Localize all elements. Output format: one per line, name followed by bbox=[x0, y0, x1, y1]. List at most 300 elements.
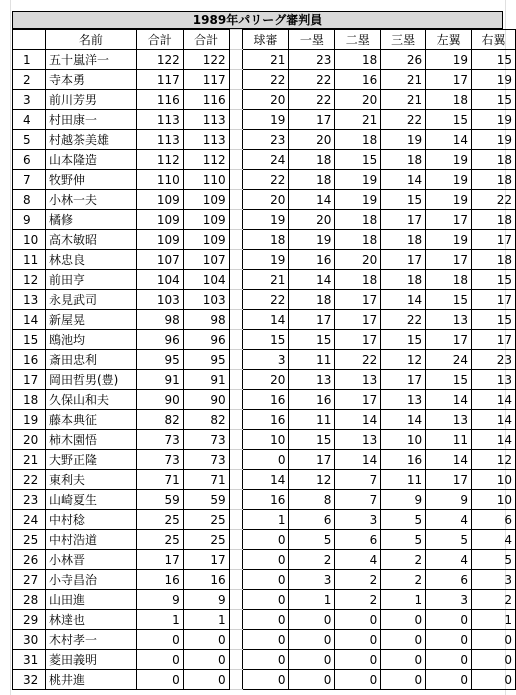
position-cell[interactable]: 19 bbox=[426, 150, 472, 170]
total-cell[interactable]: 107 bbox=[136, 250, 183, 270]
position-cell[interactable]: 18 bbox=[472, 170, 516, 190]
position-cell[interactable]: 22 bbox=[242, 290, 289, 310]
name-cell[interactable]: 小寺昌治 bbox=[45, 570, 136, 590]
position-cell[interactable]: 4 bbox=[426, 510, 472, 530]
total-cell[interactable]: 71 bbox=[183, 470, 229, 490]
total-cell[interactable]: 25 bbox=[136, 530, 183, 550]
header-cell[interactable] bbox=[229, 30, 242, 50]
position-cell[interactable]: 18 bbox=[289, 150, 335, 170]
position-cell[interactable]: 15 bbox=[472, 270, 516, 290]
rank-cell[interactable]: 28 bbox=[13, 590, 46, 610]
spacer-cell[interactable] bbox=[229, 90, 242, 110]
total-cell[interactable]: 110 bbox=[136, 170, 183, 190]
total-cell[interactable]: 96 bbox=[183, 330, 229, 350]
rank-cell[interactable]: 18 bbox=[13, 390, 46, 410]
position-cell[interactable]: 15 bbox=[289, 330, 335, 350]
position-cell[interactable]: 0 bbox=[426, 670, 472, 690]
position-cell[interactable]: 17 bbox=[335, 310, 381, 330]
total-cell[interactable]: 82 bbox=[136, 410, 183, 430]
position-cell[interactable]: 17 bbox=[289, 450, 335, 470]
position-cell[interactable]: 15 bbox=[426, 370, 472, 390]
spacer-cell[interactable] bbox=[229, 470, 242, 490]
total-cell[interactable]: 25 bbox=[183, 510, 229, 530]
position-cell[interactable]: 22 bbox=[472, 190, 516, 210]
rank-cell[interactable]: 10 bbox=[13, 230, 46, 250]
position-cell[interactable]: 13 bbox=[381, 390, 426, 410]
spacer-cell[interactable] bbox=[229, 210, 242, 230]
position-cell[interactable]: 18 bbox=[242, 230, 289, 250]
total-cell[interactable]: 109 bbox=[136, 230, 183, 250]
name-cell[interactable]: 鴎池均 bbox=[45, 330, 136, 350]
rank-cell[interactable]: 13 bbox=[13, 290, 46, 310]
position-cell[interactable]: 14 bbox=[242, 310, 289, 330]
position-cell[interactable]: 17 bbox=[472, 230, 516, 250]
position-cell[interactable]: 18 bbox=[289, 290, 335, 310]
total-cell[interactable]: 73 bbox=[136, 430, 183, 450]
position-cell[interactable]: 21 bbox=[242, 50, 289, 70]
position-cell[interactable]: 0 bbox=[335, 650, 381, 670]
position-cell[interactable]: 19 bbox=[472, 70, 516, 90]
spacer-cell[interactable] bbox=[229, 230, 242, 250]
position-cell[interactable]: 18 bbox=[335, 130, 381, 150]
total-cell[interactable]: 98 bbox=[136, 310, 183, 330]
position-cell[interactable]: 0 bbox=[242, 590, 289, 610]
position-cell[interactable]: 19 bbox=[426, 230, 472, 250]
rank-cell[interactable]: 7 bbox=[13, 170, 46, 190]
position-cell[interactable]: 16 bbox=[289, 250, 335, 270]
rank-cell[interactable]: 6 bbox=[13, 150, 46, 170]
position-cell[interactable]: 10 bbox=[472, 490, 516, 510]
position-cell[interactable]: 11 bbox=[289, 410, 335, 430]
spacer-cell[interactable] bbox=[229, 450, 242, 470]
position-cell[interactable]: 19 bbox=[426, 170, 472, 190]
total-cell[interactable]: 9 bbox=[183, 590, 229, 610]
position-cell[interactable]: 19 bbox=[472, 110, 516, 130]
name-cell[interactable]: 岡田哲男(豊) bbox=[45, 370, 136, 390]
spacer-cell[interactable] bbox=[229, 110, 242, 130]
name-cell[interactable]: 大野正隆 bbox=[45, 450, 136, 470]
total-cell[interactable]: 1 bbox=[136, 610, 183, 630]
position-cell[interactable]: 17 bbox=[335, 390, 381, 410]
position-cell[interactable]: 14 bbox=[381, 290, 426, 310]
spacer-cell[interactable] bbox=[229, 650, 242, 670]
total-cell[interactable]: 113 bbox=[136, 130, 183, 150]
position-cell[interactable]: 14 bbox=[381, 170, 426, 190]
name-cell[interactable]: 東利夫 bbox=[45, 470, 136, 490]
position-cell[interactable]: 13 bbox=[426, 410, 472, 430]
total-cell[interactable]: 103 bbox=[136, 290, 183, 310]
header-cell[interactable]: 右翼 bbox=[472, 30, 516, 50]
position-cell[interactable]: 18 bbox=[426, 90, 472, 110]
position-cell[interactable]: 5 bbox=[289, 530, 335, 550]
position-cell[interactable]: 3 bbox=[472, 570, 516, 590]
position-cell[interactable]: 19 bbox=[426, 50, 472, 70]
position-cell[interactable]: 21 bbox=[335, 110, 381, 130]
position-cell[interactable]: 17 bbox=[381, 370, 426, 390]
position-cell[interactable]: 17 bbox=[335, 330, 381, 350]
total-cell[interactable]: 113 bbox=[183, 130, 229, 150]
position-cell[interactable]: 9 bbox=[381, 490, 426, 510]
position-cell[interactable]: 0 bbox=[242, 650, 289, 670]
name-cell[interactable]: 柿木園悟 bbox=[45, 430, 136, 450]
total-cell[interactable]: 107 bbox=[183, 250, 229, 270]
spacer-cell[interactable] bbox=[229, 530, 242, 550]
position-cell[interactable]: 0 bbox=[289, 670, 335, 690]
position-cell[interactable]: 12 bbox=[289, 470, 335, 490]
position-cell[interactable]: 0 bbox=[242, 630, 289, 650]
position-cell[interactable]: 22 bbox=[242, 170, 289, 190]
total-cell[interactable]: 59 bbox=[136, 490, 183, 510]
position-cell[interactable]: 15 bbox=[426, 110, 472, 130]
total-cell[interactable]: 122 bbox=[183, 50, 229, 70]
name-cell[interactable]: 永見武司 bbox=[45, 290, 136, 310]
position-cell[interactable]: 19 bbox=[472, 130, 516, 150]
position-cell[interactable]: 16 bbox=[335, 70, 381, 90]
position-cell[interactable]: 13 bbox=[289, 370, 335, 390]
rank-cell[interactable]: 15 bbox=[13, 330, 46, 350]
position-cell[interactable]: 0 bbox=[381, 610, 426, 630]
position-cell[interactable]: 19 bbox=[242, 210, 289, 230]
position-cell[interactable]: 0 bbox=[242, 550, 289, 570]
rank-cell[interactable]: 27 bbox=[13, 570, 46, 590]
position-cell[interactable]: 19 bbox=[381, 130, 426, 150]
position-cell[interactable]: 18 bbox=[289, 170, 335, 190]
name-cell[interactable]: 林達也 bbox=[45, 610, 136, 630]
spacer-cell[interactable] bbox=[229, 390, 242, 410]
position-cell[interactable]: 19 bbox=[242, 250, 289, 270]
header-cell[interactable]: 二塁 bbox=[335, 30, 381, 50]
position-cell[interactable]: 20 bbox=[335, 90, 381, 110]
total-cell[interactable]: 25 bbox=[183, 530, 229, 550]
rank-cell[interactable]: 5 bbox=[13, 130, 46, 150]
position-cell[interactable]: 0 bbox=[472, 670, 516, 690]
position-cell[interactable]: 18 bbox=[381, 150, 426, 170]
position-cell[interactable]: 0 bbox=[335, 670, 381, 690]
rank-cell[interactable]: 23 bbox=[13, 490, 46, 510]
position-cell[interactable]: 20 bbox=[242, 370, 289, 390]
position-cell[interactable]: 0 bbox=[381, 630, 426, 650]
position-cell[interactable]: 14 bbox=[472, 390, 516, 410]
position-cell[interactable]: 18 bbox=[381, 270, 426, 290]
spacer-cell[interactable] bbox=[229, 290, 242, 310]
total-cell[interactable]: 98 bbox=[183, 310, 229, 330]
position-cell[interactable]: 0 bbox=[426, 610, 472, 630]
position-cell[interactable]: 14 bbox=[289, 270, 335, 290]
position-cell[interactable]: 24 bbox=[242, 150, 289, 170]
position-cell[interactable]: 0 bbox=[381, 670, 426, 690]
position-cell[interactable]: 0 bbox=[426, 630, 472, 650]
position-cell[interactable]: 5 bbox=[426, 530, 472, 550]
spacer-cell[interactable] bbox=[229, 270, 242, 290]
position-cell[interactable]: 0 bbox=[472, 650, 516, 670]
rank-cell[interactable]: 12 bbox=[13, 270, 46, 290]
total-cell[interactable]: 109 bbox=[136, 210, 183, 230]
total-cell[interactable]: 0 bbox=[183, 670, 229, 690]
position-cell[interactable]: 12 bbox=[381, 350, 426, 370]
position-cell[interactable]: 17 bbox=[472, 330, 516, 350]
position-cell[interactable]: 2 bbox=[472, 590, 516, 610]
position-cell[interactable]: 21 bbox=[381, 90, 426, 110]
name-cell[interactable]: 新屋晃 bbox=[45, 310, 136, 330]
total-cell[interactable]: 109 bbox=[183, 190, 229, 210]
total-cell[interactable]: 112 bbox=[183, 150, 229, 170]
total-cell[interactable]: 117 bbox=[136, 70, 183, 90]
position-cell[interactable]: 18 bbox=[335, 50, 381, 70]
total-cell[interactable]: 73 bbox=[183, 430, 229, 450]
position-cell[interactable]: 15 bbox=[242, 330, 289, 350]
total-cell[interactable]: 25 bbox=[136, 510, 183, 530]
position-cell[interactable]: 10 bbox=[472, 470, 516, 490]
position-cell[interactable]: 13 bbox=[426, 310, 472, 330]
position-cell[interactable]: 0 bbox=[472, 630, 516, 650]
position-cell[interactable]: 23 bbox=[472, 350, 516, 370]
spacer-cell[interactable] bbox=[229, 610, 242, 630]
total-cell[interactable]: 9 bbox=[136, 590, 183, 610]
rank-cell[interactable]: 31 bbox=[13, 650, 46, 670]
total-cell[interactable]: 117 bbox=[183, 70, 229, 90]
position-cell[interactable]: 22 bbox=[242, 70, 289, 90]
position-cell[interactable]: 14 bbox=[426, 450, 472, 470]
position-cell[interactable]: 15 bbox=[335, 150, 381, 170]
rank-cell[interactable]: 8 bbox=[13, 190, 46, 210]
rank-cell[interactable]: 20 bbox=[13, 430, 46, 450]
name-cell[interactable]: 前田亨 bbox=[45, 270, 136, 290]
position-cell[interactable]: 18 bbox=[426, 270, 472, 290]
position-cell[interactable]: 20 bbox=[242, 190, 289, 210]
position-cell[interactable]: 12 bbox=[472, 450, 516, 470]
position-cell[interactable]: 0 bbox=[242, 610, 289, 630]
position-cell[interactable]: 20 bbox=[289, 130, 335, 150]
position-cell[interactable]: 7 bbox=[335, 470, 381, 490]
position-cell[interactable]: 15 bbox=[289, 430, 335, 450]
position-cell[interactable]: 11 bbox=[289, 350, 335, 370]
header-cell[interactable]: 合計 bbox=[136, 30, 183, 50]
rank-cell[interactable]: 3 bbox=[13, 90, 46, 110]
position-cell[interactable]: 17 bbox=[289, 110, 335, 130]
name-cell[interactable]: 小林一夫 bbox=[45, 190, 136, 210]
position-cell[interactable]: 17 bbox=[426, 330, 472, 350]
rank-cell[interactable]: 32 bbox=[13, 670, 46, 690]
position-cell[interactable]: 11 bbox=[426, 430, 472, 450]
total-cell[interactable]: 113 bbox=[136, 110, 183, 130]
position-cell[interactable]: 6 bbox=[426, 570, 472, 590]
position-cell[interactable]: 4 bbox=[335, 550, 381, 570]
position-cell[interactable]: 18 bbox=[472, 150, 516, 170]
position-cell[interactable]: 18 bbox=[381, 230, 426, 250]
total-cell[interactable]: 0 bbox=[136, 650, 183, 670]
position-cell[interactable]: 23 bbox=[242, 130, 289, 150]
name-cell[interactable]: 桃井進 bbox=[45, 670, 136, 690]
position-cell[interactable]: 2 bbox=[335, 590, 381, 610]
position-cell[interactable]: 3 bbox=[242, 350, 289, 370]
spacer-cell[interactable] bbox=[229, 50, 242, 70]
name-cell[interactable]: 林忠良 bbox=[45, 250, 136, 270]
position-cell[interactable]: 6 bbox=[472, 510, 516, 530]
position-cell[interactable]: 0 bbox=[426, 650, 472, 670]
position-cell[interactable]: 3 bbox=[335, 510, 381, 530]
spacer-cell[interactable] bbox=[229, 250, 242, 270]
spacer-cell[interactable] bbox=[229, 510, 242, 530]
name-cell[interactable]: 斎田忠利 bbox=[45, 350, 136, 370]
spacer-cell[interactable] bbox=[229, 670, 242, 690]
position-cell[interactable]: 14 bbox=[426, 130, 472, 150]
position-cell[interactable]: 0 bbox=[242, 570, 289, 590]
name-cell[interactable]: 山田進 bbox=[45, 590, 136, 610]
name-cell[interactable]: 寺本勇 bbox=[45, 70, 136, 90]
header-cell[interactable] bbox=[13, 30, 46, 50]
position-cell[interactable]: 14 bbox=[426, 390, 472, 410]
name-cell[interactable]: 山本隆造 bbox=[45, 150, 136, 170]
rank-cell[interactable]: 14 bbox=[13, 310, 46, 330]
spacer-cell[interactable] bbox=[229, 430, 242, 450]
position-cell[interactable]: 19 bbox=[289, 230, 335, 250]
position-cell[interactable]: 0 bbox=[242, 450, 289, 470]
position-cell[interactable]: 0 bbox=[289, 610, 335, 630]
position-cell[interactable]: 13 bbox=[472, 370, 516, 390]
total-cell[interactable]: 0 bbox=[183, 650, 229, 670]
position-cell[interactable]: 3 bbox=[426, 590, 472, 610]
name-cell[interactable]: 藤本典征 bbox=[45, 410, 136, 430]
position-cell[interactable]: 6 bbox=[289, 510, 335, 530]
rank-cell[interactable]: 22 bbox=[13, 470, 46, 490]
rank-cell[interactable]: 29 bbox=[13, 610, 46, 630]
name-cell[interactable]: 中村稔 bbox=[45, 510, 136, 530]
position-cell[interactable]: 7 bbox=[335, 490, 381, 510]
name-cell[interactable]: 村越茶美雄 bbox=[45, 130, 136, 150]
rank-cell[interactable]: 1 bbox=[13, 50, 46, 70]
position-cell[interactable]: 5 bbox=[381, 530, 426, 550]
position-cell[interactable]: 9 bbox=[426, 490, 472, 510]
position-cell[interactable]: 22 bbox=[289, 70, 335, 90]
total-cell[interactable]: 122 bbox=[136, 50, 183, 70]
position-cell[interactable]: 19 bbox=[335, 170, 381, 190]
position-cell[interactable]: 16 bbox=[242, 410, 289, 430]
position-cell[interactable]: 16 bbox=[289, 390, 335, 410]
position-cell[interactable]: 2 bbox=[381, 570, 426, 590]
name-cell[interactable]: 中村浩道 bbox=[45, 530, 136, 550]
rank-cell[interactable]: 4 bbox=[13, 110, 46, 130]
position-cell[interactable]: 14 bbox=[289, 190, 335, 210]
position-cell[interactable]: 14 bbox=[472, 410, 516, 430]
position-cell[interactable]: 22 bbox=[381, 110, 426, 130]
spacer-cell[interactable] bbox=[229, 350, 242, 370]
position-cell[interactable]: 17 bbox=[426, 70, 472, 90]
total-cell[interactable]: 116 bbox=[183, 90, 229, 110]
spacer-cell[interactable] bbox=[229, 370, 242, 390]
total-cell[interactable]: 0 bbox=[183, 630, 229, 650]
position-cell[interactable]: 18 bbox=[472, 250, 516, 270]
position-cell[interactable]: 2 bbox=[335, 570, 381, 590]
position-cell[interactable]: 1 bbox=[242, 510, 289, 530]
rank-cell[interactable]: 16 bbox=[13, 350, 46, 370]
rank-cell[interactable]: 26 bbox=[13, 550, 46, 570]
position-cell[interactable]: 3 bbox=[289, 570, 335, 590]
spacer-cell[interactable] bbox=[229, 490, 242, 510]
position-cell[interactable]: 4 bbox=[426, 550, 472, 570]
spacer-cell[interactable] bbox=[229, 550, 242, 570]
position-cell[interactable]: 14 bbox=[381, 410, 426, 430]
header-cell[interactable]: 三塁 bbox=[381, 30, 426, 50]
position-cell[interactable]: 0 bbox=[242, 670, 289, 690]
name-cell[interactable]: 牧野伸 bbox=[45, 170, 136, 190]
total-cell[interactable]: 0 bbox=[136, 630, 183, 650]
name-cell[interactable]: 前川芳男 bbox=[45, 90, 136, 110]
position-cell[interactable]: 10 bbox=[242, 430, 289, 450]
total-cell[interactable]: 95 bbox=[183, 350, 229, 370]
position-cell[interactable]: 15 bbox=[426, 290, 472, 310]
total-cell[interactable]: 109 bbox=[183, 230, 229, 250]
rank-cell[interactable]: 21 bbox=[13, 450, 46, 470]
total-cell[interactable]: 90 bbox=[183, 390, 229, 410]
name-cell[interactable]: 木村孝一 bbox=[45, 630, 136, 650]
position-cell[interactable]: 8 bbox=[289, 490, 335, 510]
spacer-cell[interactable] bbox=[229, 630, 242, 650]
total-cell[interactable]: 82 bbox=[183, 410, 229, 430]
total-cell[interactable]: 109 bbox=[136, 190, 183, 210]
position-cell[interactable]: 0 bbox=[242, 530, 289, 550]
spacer-cell[interactable] bbox=[229, 410, 242, 430]
position-cell[interactable]: 21 bbox=[381, 70, 426, 90]
position-cell[interactable]: 0 bbox=[335, 610, 381, 630]
position-cell[interactable]: 5 bbox=[472, 550, 516, 570]
position-cell[interactable]: 17 bbox=[381, 250, 426, 270]
total-cell[interactable]: 0 bbox=[136, 670, 183, 690]
position-cell[interactable]: 15 bbox=[472, 90, 516, 110]
position-cell[interactable]: 17 bbox=[472, 290, 516, 310]
position-cell[interactable]: 14 bbox=[335, 410, 381, 430]
position-cell[interactable]: 14 bbox=[335, 450, 381, 470]
position-cell[interactable]: 5 bbox=[381, 510, 426, 530]
total-cell[interactable]: 96 bbox=[136, 330, 183, 350]
total-cell[interactable]: 104 bbox=[136, 270, 183, 290]
position-cell[interactable]: 20 bbox=[242, 90, 289, 110]
position-cell[interactable]: 0 bbox=[289, 650, 335, 670]
spacer-cell[interactable] bbox=[229, 310, 242, 330]
sheet-title[interactable]: 1989年パリーグ審判員 bbox=[12, 11, 503, 29]
rank-cell[interactable]: 2 bbox=[13, 70, 46, 90]
total-cell[interactable]: 103 bbox=[183, 290, 229, 310]
total-cell[interactable]: 73 bbox=[183, 450, 229, 470]
position-cell[interactable]: 17 bbox=[426, 250, 472, 270]
total-cell[interactable]: 17 bbox=[136, 550, 183, 570]
position-cell[interactable]: 20 bbox=[289, 210, 335, 230]
total-cell[interactable]: 16 bbox=[136, 570, 183, 590]
position-cell[interactable]: 1 bbox=[289, 590, 335, 610]
spacer-cell[interactable] bbox=[229, 590, 242, 610]
total-cell[interactable]: 1 bbox=[183, 610, 229, 630]
position-cell[interactable]: 15 bbox=[381, 190, 426, 210]
rank-cell[interactable]: 19 bbox=[13, 410, 46, 430]
position-cell[interactable]: 17 bbox=[381, 210, 426, 230]
total-cell[interactable]: 73 bbox=[136, 450, 183, 470]
header-cell[interactable]: 名前 bbox=[45, 30, 136, 50]
rank-cell[interactable]: 24 bbox=[13, 510, 46, 530]
position-cell[interactable]: 0 bbox=[335, 630, 381, 650]
name-cell[interactable]: 高木敏昭 bbox=[45, 230, 136, 250]
name-cell[interactable]: 菱田義明 bbox=[45, 650, 136, 670]
total-cell[interactable]: 104 bbox=[183, 270, 229, 290]
position-cell[interactable]: 4 bbox=[472, 530, 516, 550]
rank-cell[interactable]: 30 bbox=[13, 630, 46, 650]
spacer-cell[interactable] bbox=[229, 150, 242, 170]
total-cell[interactable]: 95 bbox=[136, 350, 183, 370]
position-cell[interactable]: 20 bbox=[335, 250, 381, 270]
position-cell[interactable]: 18 bbox=[472, 210, 516, 230]
rank-cell[interactable]: 9 bbox=[13, 210, 46, 230]
name-cell[interactable]: 小林晋 bbox=[45, 550, 136, 570]
position-cell[interactable]: 16 bbox=[242, 490, 289, 510]
position-cell[interactable]: 13 bbox=[335, 370, 381, 390]
